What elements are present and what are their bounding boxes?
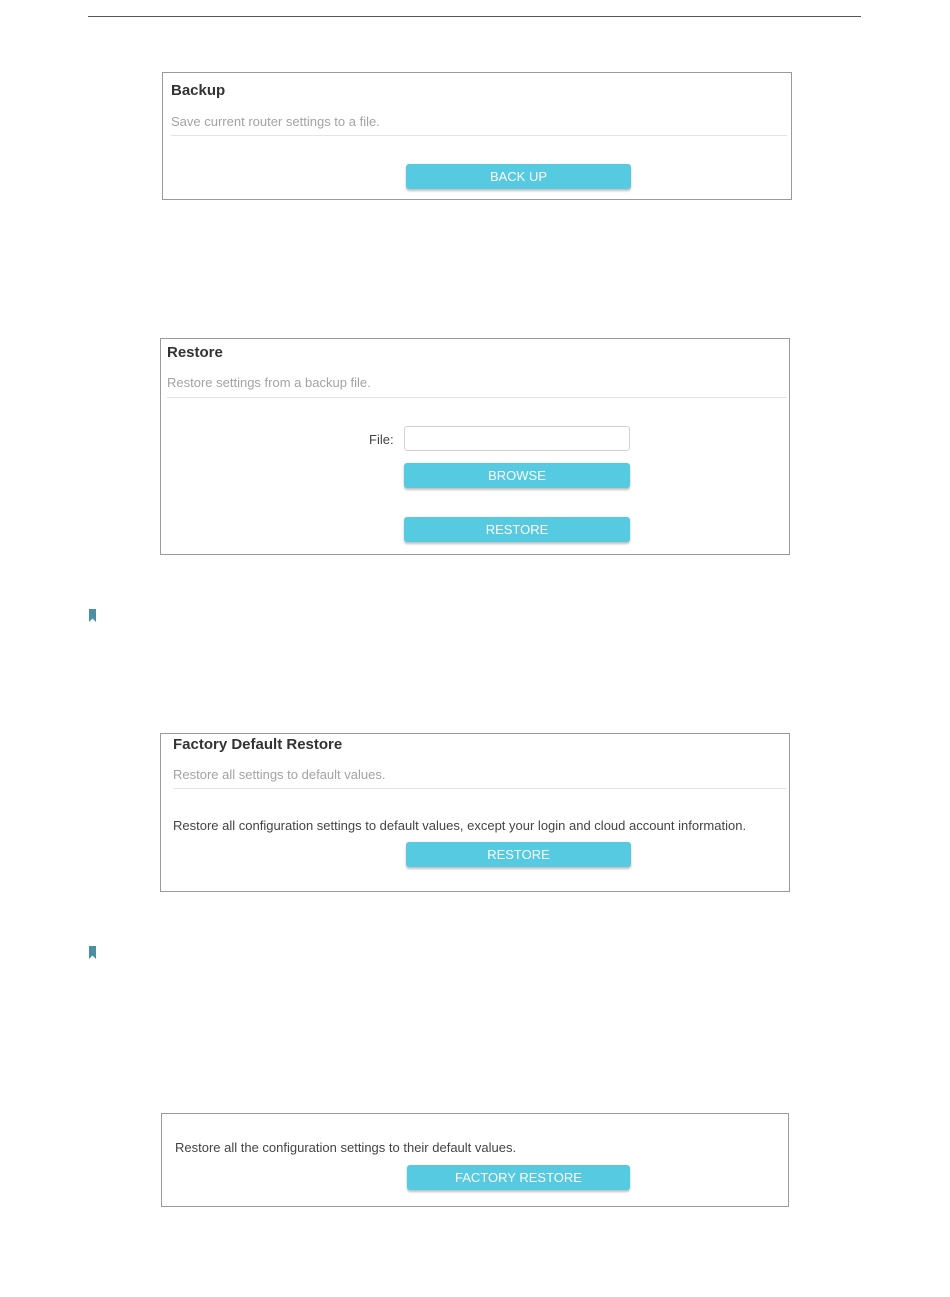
factory-default-description: Restore all settings to default values. [173, 767, 386, 782]
restore-divider [167, 397, 787, 398]
bookmark-icon [89, 609, 96, 622]
restore-title: Restore [167, 344, 223, 361]
bookmark-icon [89, 946, 96, 959]
browse-button[interactable]: BROWSE [404, 463, 630, 488]
restore-panel [160, 338, 790, 555]
factory-default-body: Restore all configuration settings to default values, except your login and cloud account information. [173, 818, 747, 833]
file-input[interactable] [404, 426, 630, 451]
factory-default-panel [160, 733, 790, 892]
factory-default-restore-button[interactable]: RESTORE [406, 842, 631, 867]
factory-restore-panel [161, 1113, 789, 1207]
back-up-button[interactable]: BACK UP [406, 164, 631, 189]
restore-button[interactable]: RESTORE [404, 517, 630, 542]
backup-description: Save current router settings to a file. [171, 114, 380, 129]
factory-restore-button[interactable]: FACTORY RESTORE [407, 1165, 630, 1190]
backup-title: Backup [171, 82, 226, 99]
factory-default-divider [173, 788, 787, 789]
factory-default-title: Factory Default Restore [173, 736, 343, 753]
backup-panel [162, 72, 792, 200]
file-label: File: [369, 432, 394, 447]
factory-restore-body: Restore all the configuration settings to their default values. [175, 1140, 517, 1155]
restore-description: Restore settings from a backup file. [167, 375, 371, 390]
page-header-rule [88, 16, 861, 17]
backup-divider [171, 135, 787, 136]
